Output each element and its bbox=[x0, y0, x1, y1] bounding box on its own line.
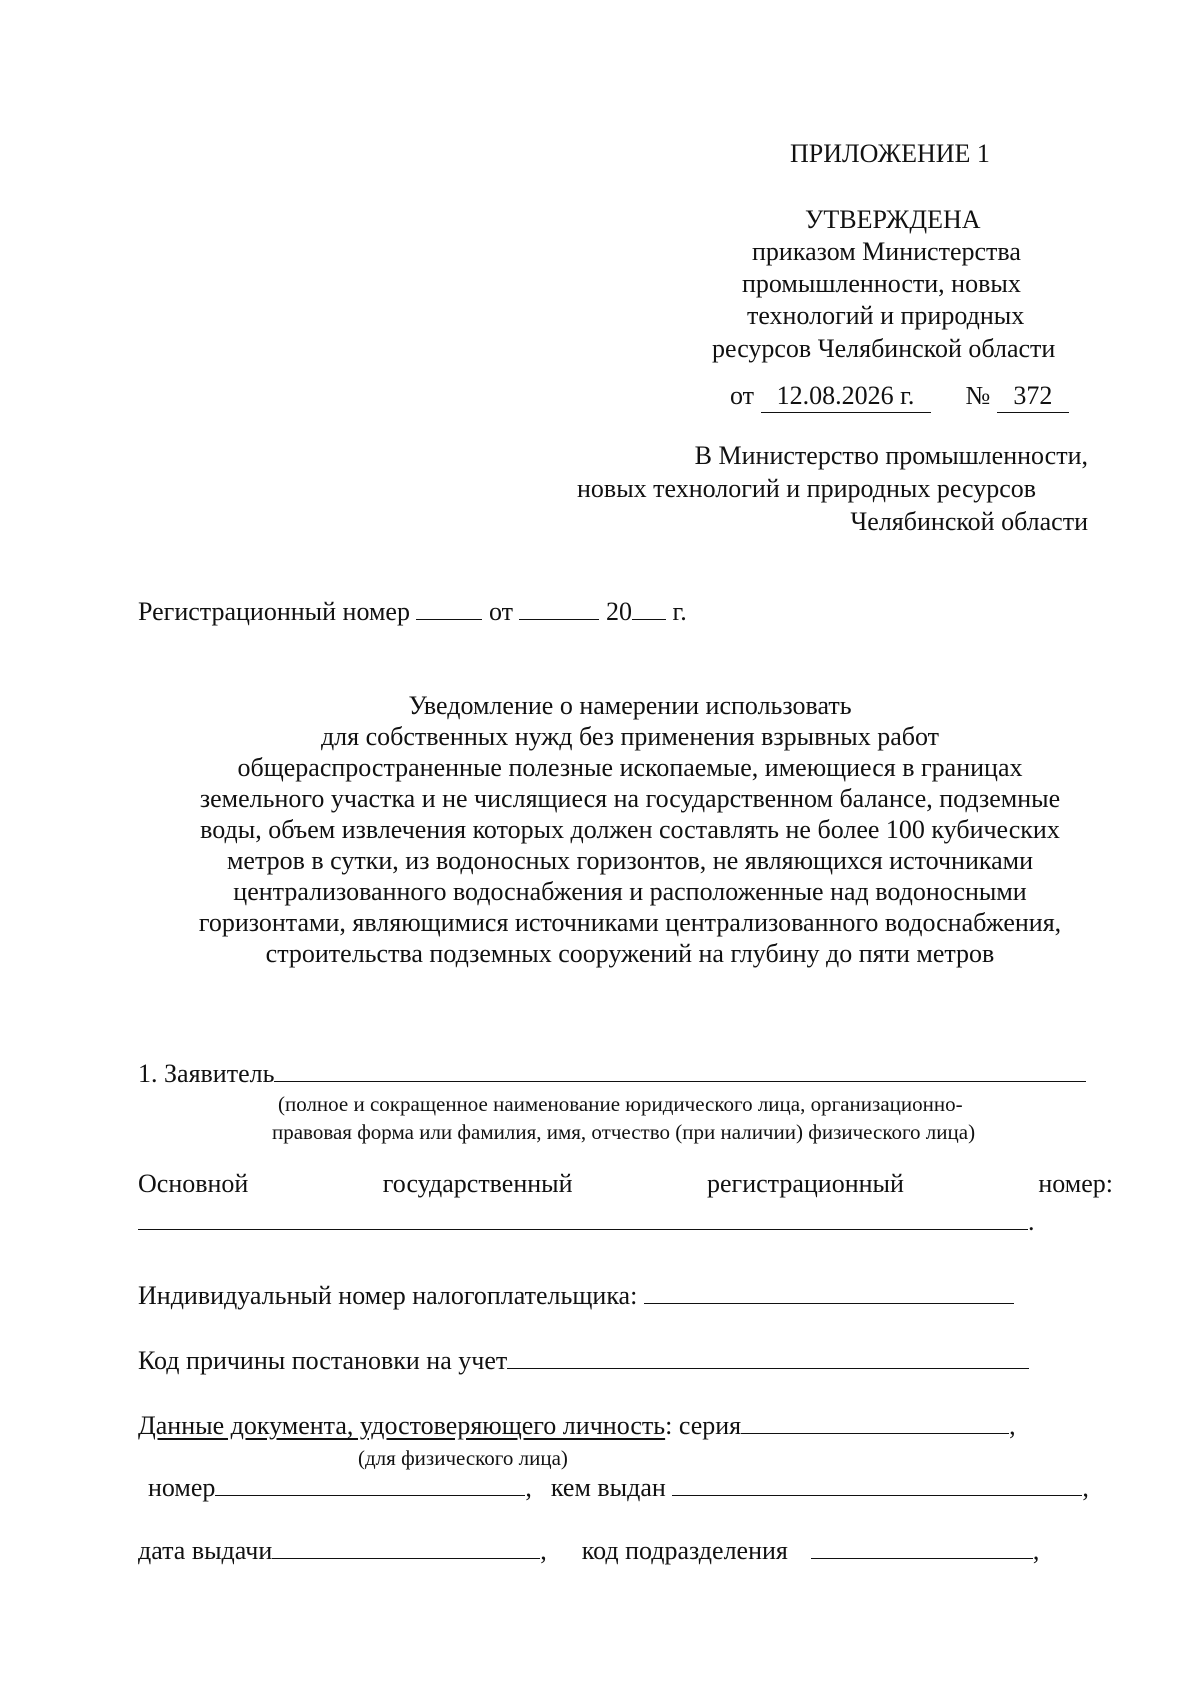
id-number-row bbox=[148, 1472, 1089, 1504]
order-line-1: приказом Министерства bbox=[752, 237, 1021, 266]
applicant-field[interactable] bbox=[274, 1059, 1086, 1082]
addressee-line-1: В Министерство промышленности, bbox=[694, 441, 1088, 470]
division-code-field[interactable] bbox=[811, 1536, 1033, 1559]
ogrn-word-1: Основной bbox=[138, 1169, 249, 1198]
issued-by-field[interactable] bbox=[672, 1473, 1082, 1496]
title-line-1: Уведомление о намерении использовать bbox=[408, 691, 852, 720]
notification-title bbox=[150, 690, 1110, 969]
issued-by-label: кем выдан bbox=[550, 1473, 666, 1502]
number-label: номер bbox=[148, 1473, 216, 1502]
registration-year-field[interactable] bbox=[632, 597, 666, 620]
title-line-5: воды, объем извлечения которых должен составлять не более 100 кубических bbox=[200, 815, 1060, 844]
ogrn-field[interactable] bbox=[138, 1207, 1028, 1230]
order-line-3: технологий и природных bbox=[747, 301, 1025, 330]
approved-heading: УТВЕРЖДЕНА bbox=[805, 205, 981, 234]
division-code-label: код подразделения bbox=[581, 1536, 788, 1565]
id-doc-hint: (для физического лица) bbox=[358, 1446, 568, 1470]
title-line-8: горизонтами, являющимися источниками централизованного водоснабжения, bbox=[198, 908, 1062, 937]
registration-from: от bbox=[488, 597, 513, 626]
order-line-4: ресурсов Челябинской области bbox=[712, 334, 1056, 363]
issue-date-row bbox=[138, 1535, 1039, 1567]
kpp-row bbox=[138, 1345, 1029, 1377]
inn-label: Индивидуальный номер налогоплательщика: bbox=[138, 1281, 638, 1310]
inn-row bbox=[138, 1280, 1014, 1312]
order-line-2: промышленности, новых bbox=[742, 269, 1021, 298]
applicant-hint-1: (полное и сокращенное наименование юридического лица, организационно- bbox=[278, 1092, 963, 1116]
registration-year-prefix: 20 bbox=[605, 597, 632, 626]
registration-label: Регистрационный номер bbox=[138, 597, 410, 626]
ogrn-row bbox=[138, 1206, 1035, 1238]
id-doc-row bbox=[138, 1410, 1016, 1442]
title-line-3: общераспространенные полезные ископаемые, имеющиеся в границах bbox=[237, 753, 1023, 782]
applicant-hint-2: правовая форма или фамилия, имя, отчество (при наличии) физического лица) bbox=[272, 1120, 976, 1144]
registration-date-field[interactable] bbox=[519, 597, 599, 620]
addressee-line-2: новых технологий и природных ресурсов bbox=[577, 474, 1037, 503]
kpp-label: Код причины постановки на учет bbox=[138, 1346, 508, 1375]
issue-date-field[interactable] bbox=[272, 1536, 540, 1559]
applicant-label: 1. Заявитель bbox=[138, 1059, 275, 1088]
order-date: 12.08.2026 г. bbox=[761, 380, 931, 413]
ogrn-word-3: регистрационный bbox=[707, 1169, 904, 1198]
ogrn-label bbox=[138, 1168, 1113, 1200]
series-field[interactable] bbox=[741, 1411, 1009, 1434]
title-line-4: земельного участка и не числящиеся на государственном балансе, подземные bbox=[199, 784, 1061, 813]
issue-date-comma: , bbox=[540, 1536, 547, 1565]
id-number-field[interactable] bbox=[215, 1473, 525, 1496]
ogrn-word-4: номер: bbox=[1038, 1169, 1113, 1198]
number-comma: , bbox=[525, 1473, 532, 1502]
series-comma: , bbox=[1009, 1411, 1016, 1440]
kpp-field[interactable] bbox=[507, 1346, 1029, 1369]
series-label: серия bbox=[678, 1411, 742, 1440]
id-doc-label: Данные документа, удостоверяющего личность bbox=[138, 1411, 666, 1440]
registration-row bbox=[138, 596, 687, 628]
title-line-9: строительства подземных сооружений на глубину до пяти метров bbox=[265, 939, 995, 968]
inn-field[interactable] bbox=[644, 1281, 1014, 1304]
title-line-2: для собственных нужд без применения взрывных работ bbox=[320, 722, 940, 751]
registration-year-suffix: г. bbox=[672, 597, 687, 626]
title-line-6: метров в сутки, из водоносных горизонтов, не являющихся источниками bbox=[226, 846, 1034, 875]
order-number: 372 bbox=[997, 380, 1069, 413]
applicant-row bbox=[138, 1058, 1086, 1090]
date-prefix: от bbox=[730, 381, 755, 410]
ogrn-end: . bbox=[1028, 1207, 1035, 1236]
appendix-heading: ПРИЛОЖЕНИЕ 1 bbox=[790, 139, 990, 168]
issued-by-comma: , bbox=[1082, 1473, 1089, 1502]
title-line-7: централизованного водоснабжения и расположенные над водоносными bbox=[233, 877, 1027, 906]
addressee-line-3: Челябинской области bbox=[850, 507, 1088, 536]
division-code-comma: , bbox=[1032, 1536, 1040, 1565]
id-doc-colon: : bbox=[665, 1411, 673, 1440]
ogrn-word-2: государственный bbox=[382, 1169, 573, 1198]
order-date-row bbox=[730, 380, 1069, 413]
number-sign: № bbox=[965, 381, 991, 410]
registration-number-field[interactable] bbox=[416, 597, 482, 620]
issue-date-label: дата выдачи bbox=[138, 1536, 273, 1565]
